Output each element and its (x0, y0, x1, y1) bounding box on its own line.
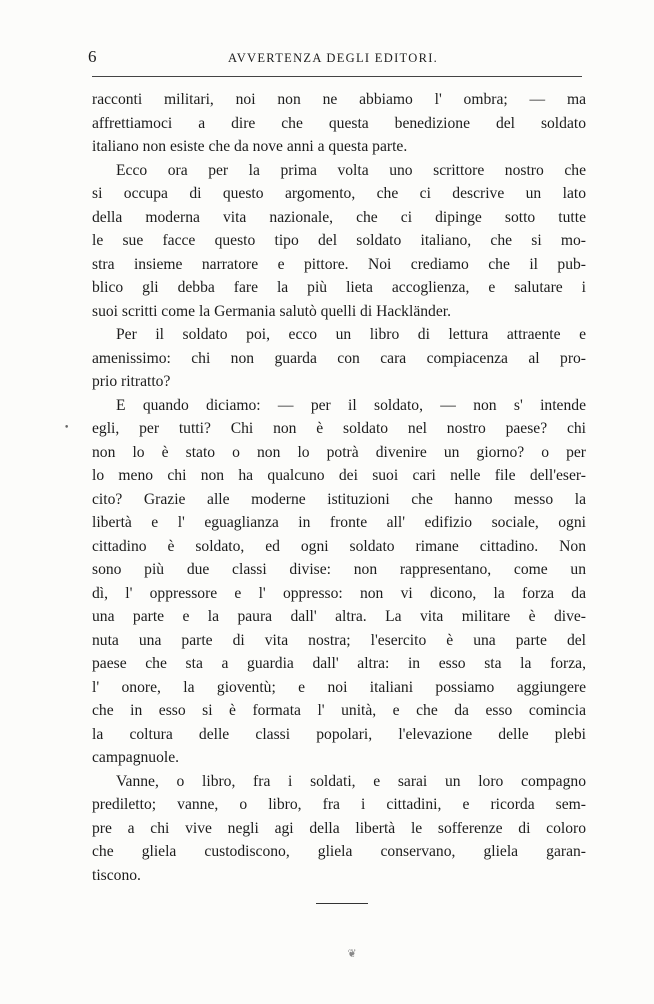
text-line: le sue facce questo tipo del soldato italiano, che si mo- (92, 232, 586, 249)
text-line: amenissimo: chi non guarda con cara compiacenza al pro- (92, 349, 586, 367)
header-rule (92, 76, 582, 77)
text-line: cittadino è soldato, ed ogni soldato rimane cittadino. Non (92, 537, 586, 555)
text-line: stra insieme narratore e pittore. Noi crediamo che il pub- (92, 255, 586, 273)
body-text (92, 88, 586, 887)
text-line: Per il soldato poi, ecco un libro di lettura attraente e (116, 326, 586, 343)
text-line: Ecco ora per la prima volta uno scrittore nostro che (116, 161, 586, 179)
text-line: pre a chi vive negli agi della libertà le sofferenze di coloro (92, 819, 586, 837)
text-line: italiano non esiste che da nove anni a questa parte. (92, 138, 408, 155)
text-line: una parte e la paura dall' altra. La vita militare è dive- (92, 608, 586, 625)
text-line: si occupa di questo argomento, che ci descrive un lato (92, 185, 586, 202)
text-line: egli, per tutti? Chi non è soldato nel nostro paese? chi (92, 420, 586, 437)
text-line: campagnuole. (92, 749, 180, 766)
text-line: prio ritratto? (92, 373, 171, 390)
text-line: racconti militari, noi non ne abbiamo l' ombra; — ma (92, 91, 586, 108)
printer-fleuron-icon: ❦ (347, 947, 357, 960)
text-line: l' onore, la gioventù; e noi italiani possiamo aggiungere (92, 678, 586, 696)
text-line: che gliela custodiscono, gliela conservano, gliela garan- (92, 843, 586, 860)
text-line: blico gli debba fare la più lieta accoglienza, e salutare i (92, 279, 586, 296)
running-title: AVVERTENZA DEGLI EDITORI. (228, 51, 439, 65)
text-line: la coltura delle classi popolari, l'elevazione delle plebi (92, 725, 586, 743)
text-line: tiscono. (92, 866, 141, 884)
ink-speck: • (64, 423, 70, 433)
section-end-rule (316, 903, 368, 904)
text-line: nuta una parte di vita nostra; l'esercito è una parte del (92, 631, 586, 649)
text-line: paese che sta a guardia dall' altra: in esso sta la forza, (92, 655, 586, 672)
text-line: sono più due classi divise: non rappresentano, come un (92, 561, 586, 578)
text-line: E quando diciamo: — per il soldato, — non s' intende (116, 396, 586, 414)
text-line: cito? Grazie alle moderne istituzioni che hanno messo la (92, 490, 586, 508)
text-line: che in esso si è formata l' unità, e che da esso comincia (92, 702, 586, 719)
page-number: 6 (88, 47, 97, 66)
text-line: affrettiamoci a dire che questa benedizione del soldato (92, 114, 586, 132)
text-line: Vanne, o libro, fra i soldati, e sarai un loro compagno (116, 772, 586, 790)
text-line: lo meno chi non ha qualcuno dei suoi cari nelle file dell'eser- (92, 467, 586, 484)
text-line: della moderna vita nazionale, che ci dipinge sotto tutte (92, 208, 586, 226)
text-line: dì, l' oppressore e l' oppresso: non vi dicono, la forza da (92, 584, 586, 602)
text-line: suoi scritti come la Germania salutò quelli di Hackländer. (92, 302, 451, 320)
text-line: libertà e l' eguaglianza in fronte all' edifizio sociale, ogni (92, 514, 586, 531)
text-line: non lo è stato o non lo potrà divenire un giorno? o per (92, 443, 586, 461)
page-header (88, 46, 588, 68)
text-line: prediletto; vanne, o libro, fra i cittadini, e ricorda sem- (92, 796, 586, 813)
